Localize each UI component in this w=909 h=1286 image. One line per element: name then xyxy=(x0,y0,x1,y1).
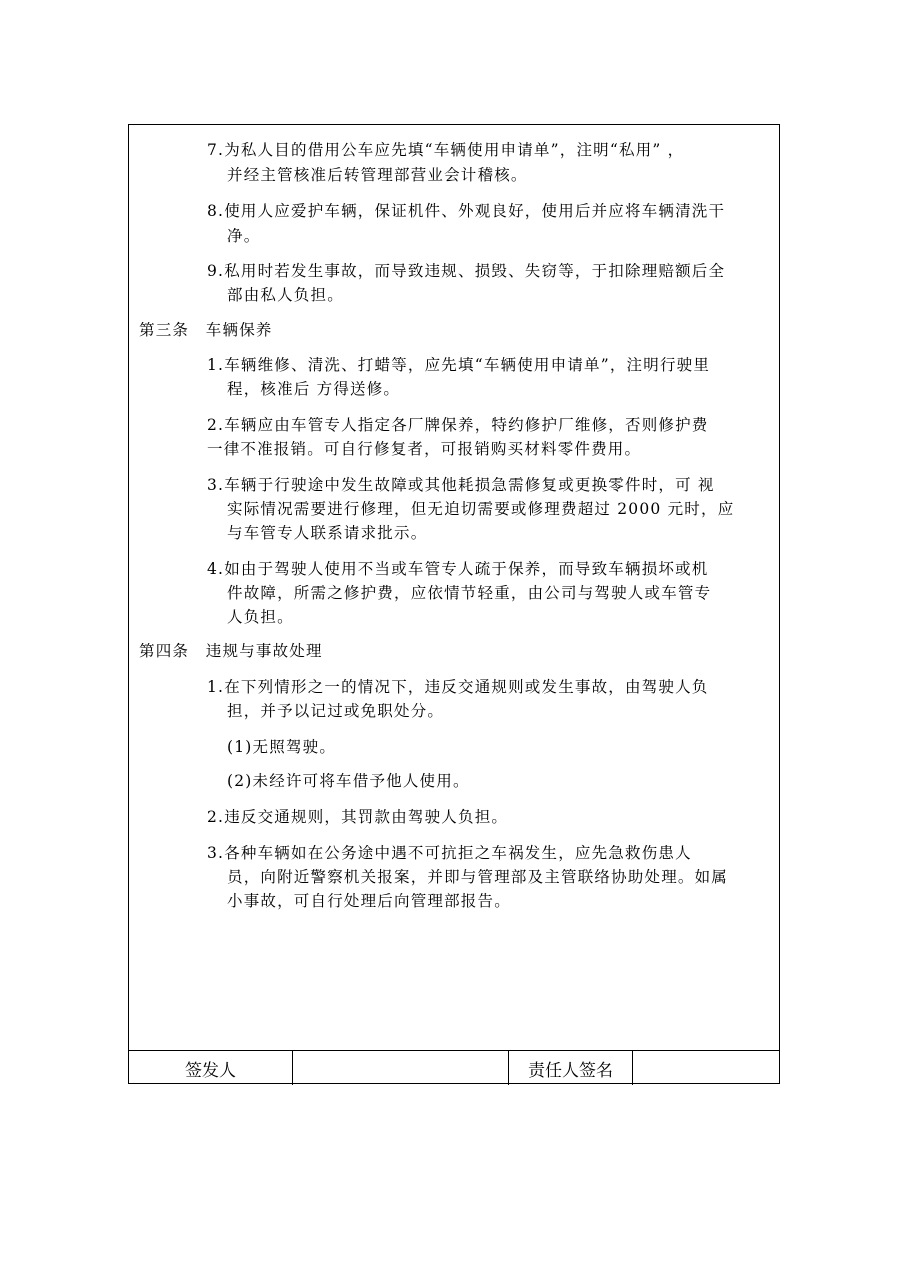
a4-sub-1: (1)无照驾驶。 xyxy=(227,738,337,756)
article-4-heading: 第四条 违规与事故处理 xyxy=(139,642,323,660)
a3-item-3-line-2: 实际情况需要进行修理，但无迫切需要或修理费超过 2000 元时，应 xyxy=(227,500,735,518)
document-body xyxy=(129,125,779,1051)
responsible-signature-field[interactable] xyxy=(633,1051,779,1085)
issuer-label: 签发人 xyxy=(129,1051,293,1085)
a4-item-3-line-3: 小事故，可自行处理后向管理部报告。 xyxy=(227,892,511,910)
item-8-line-2: 净。 xyxy=(227,227,261,245)
item-9-line-2: 部由私人负担。 xyxy=(227,286,344,304)
issuer-field[interactable] xyxy=(293,1051,509,1085)
a3-item-3-line-1: 3.车辆于行驶途中发生故障或其他耗损急需修复或更换零件时，可 视 xyxy=(207,476,715,494)
article-3-heading: 第三条 车辆保养 xyxy=(139,321,273,339)
a4-sub-2: (2)未经许可将车借予他人使用。 xyxy=(227,772,470,790)
a4-item-1-line-2: 担，并予以记过或免职处分。 xyxy=(227,702,445,720)
a4-item-1-line-1: 1.在下列情形之一的情况下，违反交通规则或发生事故，由驾驶人负 xyxy=(207,678,709,696)
a3-item-1-line-2: 程，核准后 方得送修。 xyxy=(227,380,401,398)
item-7-line-2: 并经主管核准后转管理部营业会计稽核。 xyxy=(227,166,528,184)
signature-row xyxy=(129,1050,779,1085)
a3-item-1-line-1: 1.车辆维修、清洗、打蜡等，应先填“车辆使用申请单”，注明行驶里 xyxy=(207,356,711,374)
a3-item-4-line-2: 件故障，所需之修护费，应依情节轻重，由公司与驾驶人或车管专 xyxy=(227,584,712,602)
document-frame xyxy=(128,124,780,1084)
a4-item-3-line-1: 3.各种车辆如在公务途中遇不可抗拒之车祸发生，应先急救伤患人 xyxy=(207,844,692,862)
a3-item-2-line-2: 一律不准报销。可自行修复者，可报销购买材料零件费用。 xyxy=(207,440,642,458)
a3-item-4-line-1: 4.如由于驾驶人使用不当或车管专人疏于保养，而导致车辆损坏或机 xyxy=(207,560,709,578)
a3-item-4-line-3: 人负担。 xyxy=(227,608,294,626)
item-8-line-1: 8.使用人应爱护车辆，保证机件、外观良好，使用后并应将车辆清洗干 xyxy=(207,202,726,220)
a3-item-2-line-1: 2.车辆应由车管专人指定各厂牌保养，特约修护厂维修，否则修护费 xyxy=(207,416,709,434)
a4-item-3-line-2: 员，向附近警察机关报案，并即与管理部及主管联络协助处理。如属 xyxy=(227,868,729,886)
responsible-label: 责任人签名 xyxy=(509,1051,633,1085)
item-9-line-1: 9.私用时若发生事故，而导致违规、损毁、失窃等，于扣除理赔额后全 xyxy=(207,262,726,280)
item-7-line-1: 7.为私人目的借用公车应先填“车辆使用申请单”，注明“私用” ， xyxy=(207,141,685,159)
a4-item-2: 2.违反交通规则，其罚款由驾驶人负担。 xyxy=(207,808,509,826)
a3-item-3-line-3: 与车管专人联系请求批示。 xyxy=(227,524,428,542)
